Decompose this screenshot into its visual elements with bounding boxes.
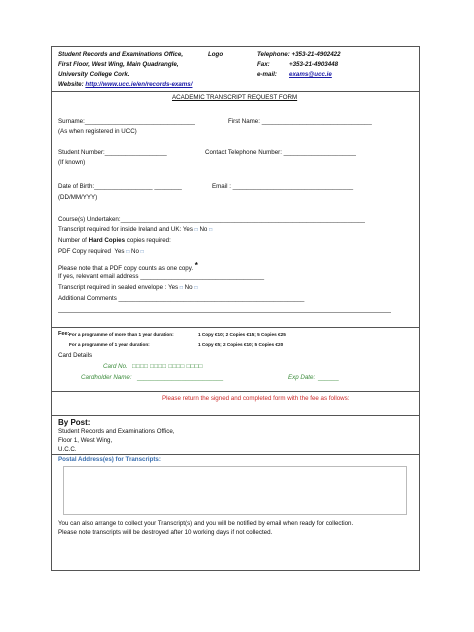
postal-address-label: Postal Address(es) for Transcripts: bbox=[58, 456, 161, 463]
exp-date-input[interactable]: ______ bbox=[318, 374, 339, 381]
fees-divider bbox=[52, 327, 419, 328]
form-page bbox=[51, 46, 420, 571]
sealed-no-label: No bbox=[184, 284, 193, 291]
telephone: Telephone: +353-21-4902422 bbox=[257, 51, 341, 58]
pdf-note-asterisk: * bbox=[194, 261, 198, 270]
card-details-heading: Card Details bbox=[58, 352, 93, 359]
fax-value: +353-21-4903448 bbox=[289, 61, 339, 68]
collection-note: You can also arrange to collect your Transcript(s) and you will be notified by email when ready for collection. bbox=[58, 520, 354, 527]
sealed-no-checkbox[interactable]: □ bbox=[194, 285, 198, 291]
card-divider bbox=[52, 391, 419, 392]
cardholder-label: Cardholder Name: bbox=[81, 374, 132, 381]
pdf-note-row bbox=[58, 262, 198, 272]
ireland-no-label: No bbox=[199, 226, 208, 233]
fee-one-year-prices: 1 Copy €5; 2 Copies €10; 5 Copies €20 bbox=[198, 342, 284, 347]
student-number-field[interactable]: Student Number:__________________ bbox=[58, 149, 167, 156]
comments-line bbox=[58, 312, 391, 313]
hard-copies-prefix: Number of bbox=[58, 237, 89, 244]
website-row bbox=[58, 82, 192, 88]
pdf-copy-row bbox=[58, 249, 144, 255]
post-address-3: U.C.C. bbox=[58, 446, 77, 453]
email-link[interactable]: exams@ucc.ie bbox=[289, 71, 332, 78]
website-label: Website: bbox=[58, 81, 84, 88]
logo-placeholder: Logo bbox=[208, 51, 224, 58]
post-address-1: Student Records and Examinations Office, bbox=[58, 428, 175, 435]
header-divider bbox=[52, 91, 419, 92]
hard-copies-suffix: copies required: bbox=[125, 237, 171, 244]
pdf-yes-checkbox[interactable]: □ bbox=[126, 249, 130, 255]
registered-note: (As when registered in UCC) bbox=[58, 128, 137, 135]
fee-one-year: For a programme of 1 year duration: bbox=[69, 342, 150, 347]
surname-field[interactable]: Surname:________________________________ bbox=[58, 118, 195, 125]
sealed-label: Transcript required in sealed envelope : Yes bbox=[58, 284, 179, 291]
additional-comments-field[interactable]: Additional Comments ______________________________________________________ bbox=[58, 295, 305, 302]
courses-field[interactable]: Course(s) Undertaken:_______________________________________________________________________ bbox=[58, 216, 365, 223]
fee-more-than-1-year-prices: 1 Copy €10; 2 Copies €15; 5 Copies €25 bbox=[198, 332, 286, 337]
office-address-1: First Floor, West Wing, Main Quadrangle, bbox=[58, 61, 179, 68]
fax-label: Fax: bbox=[257, 61, 270, 68]
website-link[interactable]: http://www.ucc.ie/en/records-exams/ bbox=[85, 81, 193, 88]
office-name: Student Records and Examinations Office, bbox=[58, 51, 184, 58]
return-note: Please return the signed and completed form with the fee as follows: bbox=[162, 395, 350, 402]
if-known-note: (If known) bbox=[58, 159, 86, 166]
postal-divider bbox=[52, 454, 419, 455]
card-number-label: Card No. bbox=[103, 363, 128, 370]
dob-format-note: (DD/MM/YYY) bbox=[58, 194, 98, 201]
relevant-email-field[interactable]: If yes, relevant email address ____________________________________ bbox=[58, 273, 265, 280]
destruction-note: Please note transcripts will be destroyed after 10 working days if not collected. bbox=[58, 529, 273, 536]
post-divider bbox=[52, 415, 419, 416]
dob-field[interactable]: Date of Birth:_________________ ________ bbox=[58, 183, 182, 190]
postal-address-input[interactable] bbox=[63, 466, 407, 515]
form-title: ACADEMIC TRANSCRIPT REQUEST FORM bbox=[172, 94, 298, 101]
email-field[interactable]: Email : ___________________________________ bbox=[212, 183, 354, 190]
post-address-2: Floor 1, West Wing, bbox=[58, 437, 113, 444]
ireland-no-checkbox[interactable]: □ bbox=[209, 227, 213, 233]
fee-more-than-1-year: For a programme of more than 1 year duration: bbox=[69, 332, 174, 337]
exp-date-label: Exp Date: bbox=[288, 374, 316, 381]
sealed-yes-checkbox[interactable]: □ bbox=[179, 285, 183, 291]
sealed-row bbox=[58, 285, 197, 291]
pdf-copy-label: PDF Copy required bbox=[58, 248, 111, 255]
transcript-ireland-row bbox=[58, 227, 212, 233]
hard-copies-field[interactable] bbox=[58, 238, 171, 244]
first-name-field[interactable]: First Name: ________________________________ bbox=[228, 118, 372, 125]
pdf-no-label: No bbox=[131, 248, 139, 255]
email-label: e-mail: bbox=[257, 71, 277, 78]
office-address-2: University College Cork. bbox=[58, 71, 130, 78]
cardholder-input[interactable]: _________________________ bbox=[137, 374, 224, 381]
card-number-input[interactable]: □□□□ □□□□ □□□□ □□□□ bbox=[132, 363, 203, 370]
fee-label: Fee: bbox=[58, 331, 70, 337]
transcript-ireland-label: Transcript required for inside Ireland and UK: Yes bbox=[58, 226, 193, 233]
pdf-no-checkbox[interactable]: □ bbox=[140, 249, 144, 255]
contact-telephone-field[interactable]: Contact Telephone Number: _____________________ bbox=[205, 149, 356, 156]
by-post-heading: By Post: bbox=[58, 418, 91, 427]
ireland-yes-checkbox[interactable]: □ bbox=[194, 227, 198, 233]
hard-copies-bold: Hard Copies bbox=[88, 237, 126, 244]
pdf-yes-label: Yes bbox=[114, 248, 125, 255]
pdf-note: Please note that a PDF copy counts as one copy. bbox=[58, 265, 194, 272]
